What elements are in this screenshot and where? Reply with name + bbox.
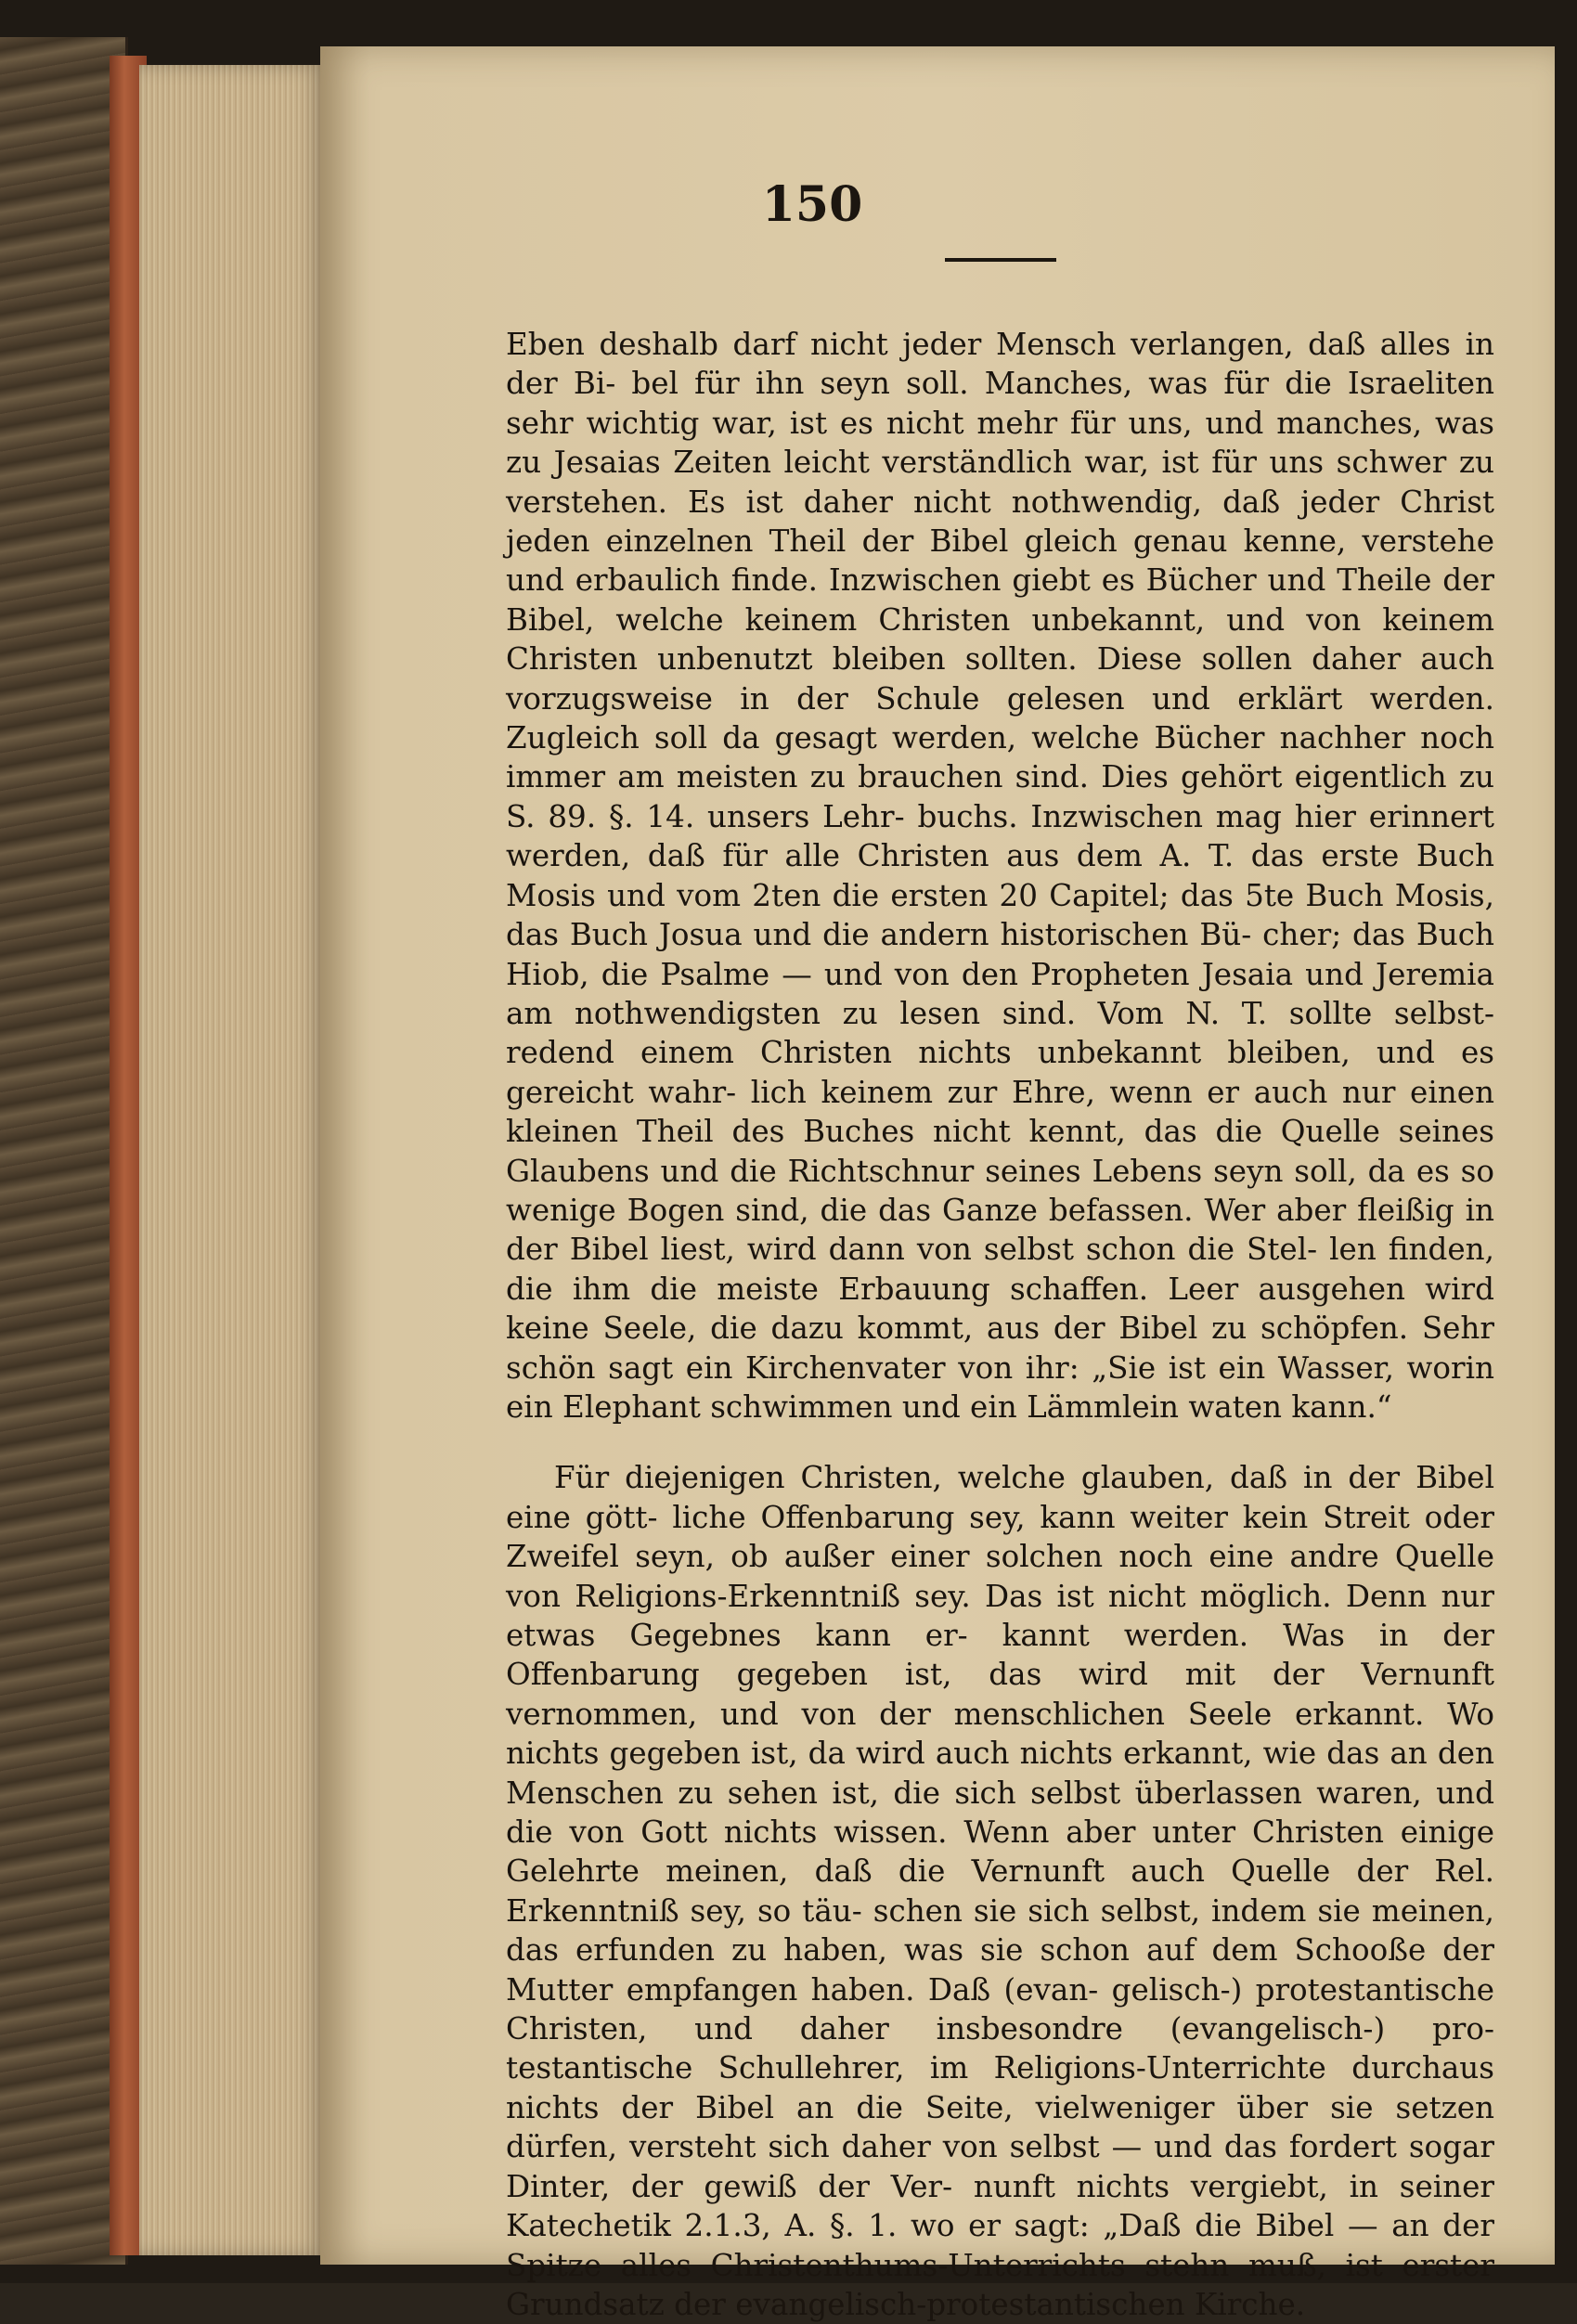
text-line: Für diejenigen Christen, welche glauben, daß in der Bibel eine gött- bbox=[506, 1460, 1494, 1535]
text-line: buchs. Inzwischen mag hier erinnert werden, daß für alle Christen aus bbox=[506, 798, 1494, 874]
text-line: keine Seele, die dazu kommt, aus der Bibel zu schöpfen. Sehr schön bbox=[506, 1310, 1494, 1386]
text-line: liche Offenbarung sey, kann weiter kein Streit oder Zweifel seyn, ob bbox=[506, 1499, 1494, 1575]
text-line: schwimmen und ein Lämmlein waten kann.“ bbox=[710, 1388, 1392, 1425]
paragraph-gap bbox=[506, 1427, 1494, 1458]
text-line: nicht nothwendig, daß jeder Christ jeden einzelnen Theil der Bibel bbox=[506, 484, 1494, 560]
text-line: der Bibel an die Seite, vielweniger über sie setzen dürfen, versteht sich bbox=[506, 2089, 1494, 2165]
text-line: sey. Das ist nicht möglich. Denn nur etwas Gegebnes kann er- bbox=[506, 1578, 1494, 1653]
page-body-text bbox=[506, 325, 1494, 2324]
text-line: nunft nichts vergiebt, in seiner Katechetik 2.1.3, A. §. 1. wo er sagt: bbox=[506, 2168, 1494, 2244]
text-line: und Jeremia am nothwendigsten zu lesen sind. Vom N. T. sollte selbst- bbox=[506, 956, 1494, 1031]
text-line: Bücher und Theile der Bibel, welche keinem Christen unbekannt, und bbox=[506, 562, 1494, 638]
text-line: vorzugsweise in der Schule gelesen und erklärt werden. Zugleich soll bbox=[506, 680, 1494, 756]
text-line: sagt ein Kirchenvater von ihr: „Sie ist ein Wasser, worin ein Elephant bbox=[506, 1349, 1494, 1425]
page-number: 150 bbox=[761, 176, 863, 233]
text-line: daher von selbst — und das fordert sogar Dinter, der gewiß der Ver- bbox=[506, 2129, 1494, 2204]
text-line: sie schon auf dem Schooße der Mutter empfangen haben. Daß (evan- bbox=[506, 1932, 1494, 2008]
text-line: meinen, daß die Vernunft auch Quelle der Rel. Erkenntniß sey, so täu- bbox=[506, 1853, 1494, 1929]
text-line: Menschen zu sehen ist, die sich selbst überlassen waren, und die von bbox=[506, 1775, 1494, 1851]
text-line: war, ist es nicht mehr für uns, und manches, was zu Jesaias Zeiten bbox=[506, 405, 1494, 481]
text-line: muß, ist erster Grundsatz der evangelisch-protestantischen Kirche. bbox=[506, 2247, 1495, 2322]
text-line: cher; das Buch Hiob, die Psalme — und von den Propheten Jesaia bbox=[506, 917, 1494, 992]
stacked-page-edges bbox=[139, 65, 325, 2255]
text-line: len finden, die ihm die meiste Erbauung schaffen. Leer ausgehen wird bbox=[506, 1232, 1494, 1307]
paragraph-2 bbox=[506, 1458, 1494, 2324]
text-line: leicht verständlich war, ist für uns schwer zu verstehen. Es ist daher bbox=[506, 445, 1494, 520]
text-line: Wer aber fleißig in der Bibel liest, wird dann von selbst schon die Stel- bbox=[506, 1192, 1495, 1268]
text-line: brauchen sind. Dies gehört eigentlich zu S. 89. §. 14. unsers Lehr- bbox=[506, 759, 1494, 834]
text-line: bel für ihn seyn soll. Manches, was für die Israeliten sehr wichtig bbox=[506, 366, 1494, 441]
text-line: redend einem Christen nichts unbekannt bleiben, und es gereicht wahr- bbox=[506, 1035, 1494, 1110]
text-line: lich keinem zur Ehre, wenn er auch nur einen kleinen Theil des Buches bbox=[506, 1074, 1494, 1150]
text-line: Gott nichts wissen. Wenn aber unter Christen einige Gelehrte bbox=[506, 1814, 1495, 1890]
header-rule bbox=[945, 258, 1056, 262]
text-line: dem A. T. das erste Buch Mosis und vom 2ten die ersten 20 Capitel; bbox=[506, 838, 1494, 913]
book-page bbox=[320, 46, 1555, 2322]
text-line: „Daß die Bibel — an der Spitze alles Christenthums-Unterrichts stehn bbox=[506, 2208, 1494, 2283]
text-line: schen sie sich selbst, indem sie meinen, das erfunden zu haben, was bbox=[506, 1892, 1494, 1969]
text-line: gelisch-) protestantische Christen, und daher insbesondre (evangelisch-) pro- bbox=[506, 1971, 1494, 2047]
text-line: das 5te Buch Mosis, das Buch Josua und die andern historischen Bü- bbox=[506, 877, 1494, 953]
text-line: nicht kennt, das die Quelle seines Glaubens und die Richtschnur seines bbox=[506, 1114, 1495, 1189]
text-line: da gesagt werden, welche Bücher nachher noch immer am meisten zu bbox=[506, 720, 1494, 795]
text-line: der Vernunft vernommen, und von der menschlichen Seele erkannt. bbox=[506, 1657, 1494, 1732]
text-line: kannt werden. Was in der Offenbarung gegeben ist, das wird mit bbox=[506, 1618, 1494, 1693]
paragraph-1 bbox=[506, 325, 1494, 1427]
text-line: von keinem Christen unbenutzt bleiben sollten. Diese sollen daher auch bbox=[506, 601, 1494, 678]
text-line: gleich genau kenne, verstehe und erbaulich finde. Inzwischen giebt es bbox=[506, 523, 1495, 599]
text-line: außer einer solchen noch eine andre Quelle von Religions-Erkenntniß bbox=[506, 1539, 1494, 1614]
text-line: Eben deshalb darf nicht jeder Mensch verlangen, daß alles in der Bi- bbox=[506, 327, 1494, 402]
text-line: Wo nichts gegeben ist, da wird auch nichts erkannt, wie das an den bbox=[506, 1696, 1494, 1772]
text-line: Lebens seyn soll, da es so wenige Bogen sind, die das Ganze befassen. bbox=[506, 1153, 1494, 1228]
text-line: testantische Schullehrer, im Religions-Unterrichte durchaus nichts bbox=[506, 2050, 1494, 2125]
